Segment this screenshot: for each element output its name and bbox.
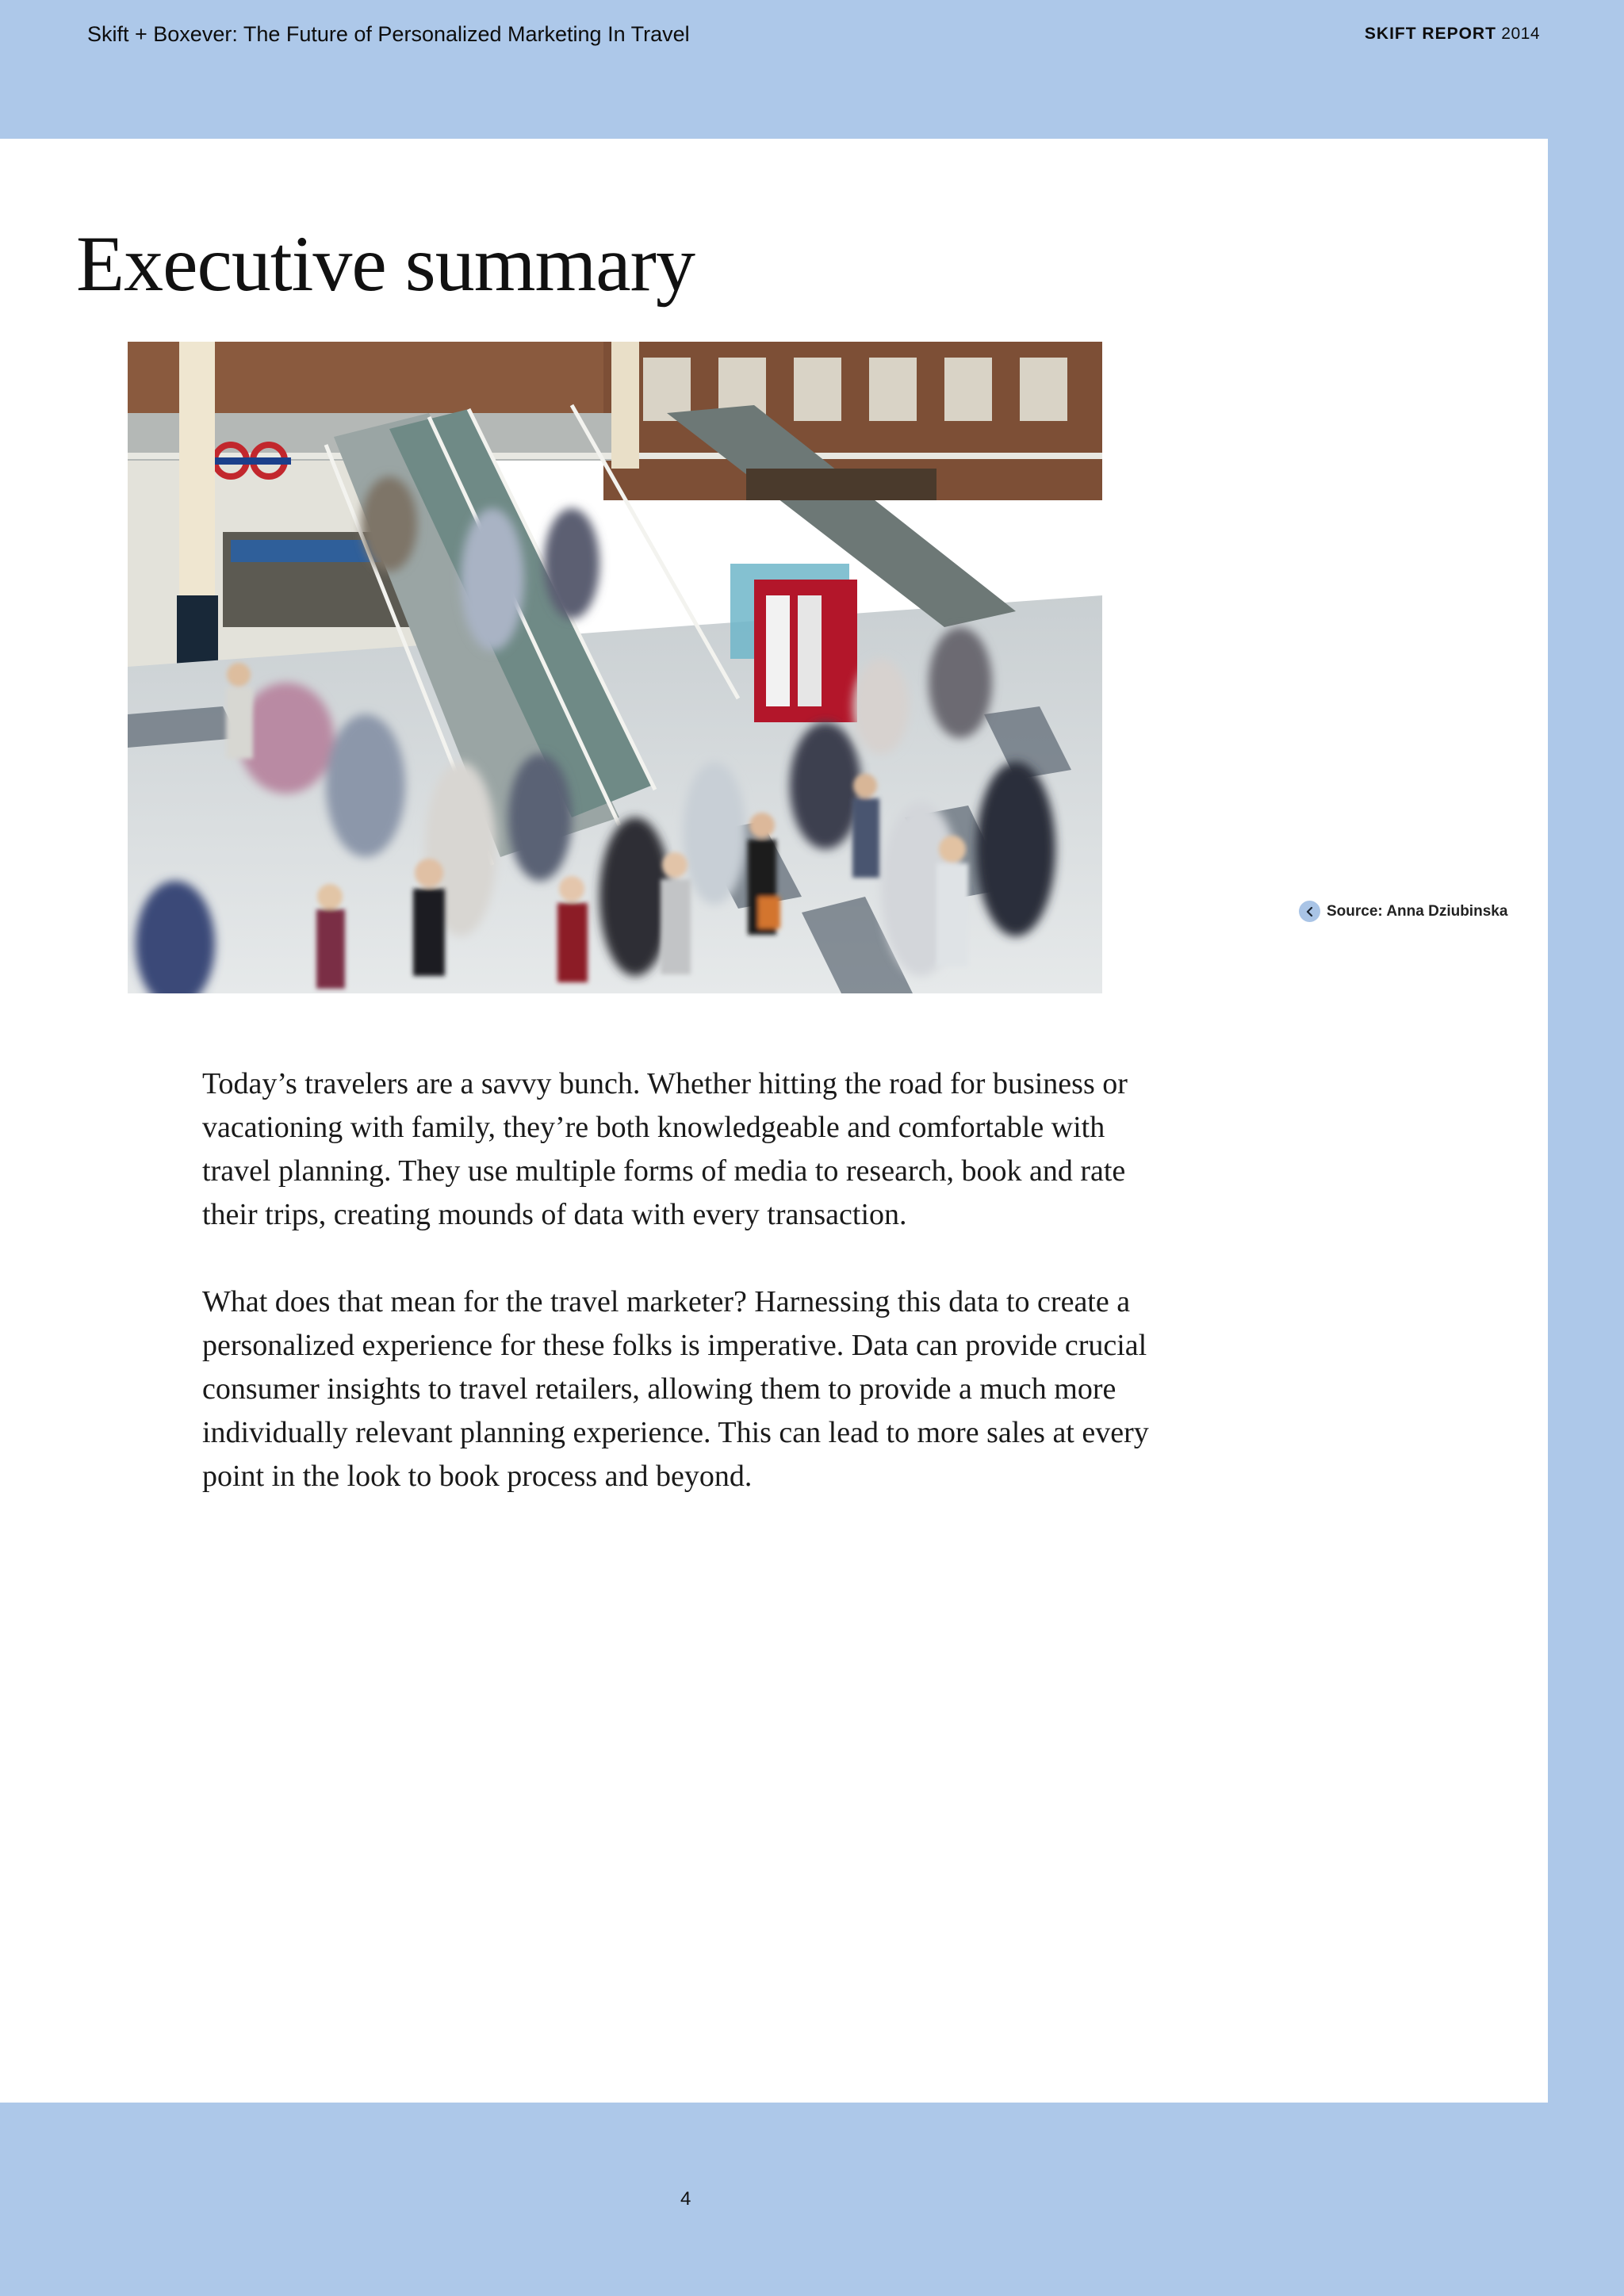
document-title: Skift + Boxever: The Future of Personalized Marketing In Travel [87,22,690,46]
paragraph: Today’s travelers are a savvy bunch. Whether hitting the road for business or vacationing with family, they’re both knowledgeable and comfortable with travel planning. They use multiple forms of media to research, book and rate their trips, creating mounds of data with every transaction. [202,1067,1128,1231]
report-label [1365,25,1540,44]
photo-credit[interactable] [1299,901,1507,922]
report-year: 2014 [1501,25,1540,43]
page-sheet [0,139,1548,2103]
page-title: Executive summary [76,220,695,308]
chevron-left-icon [1299,901,1320,922]
report-brand: SKIFT REPORT [1364,25,1496,43]
paragraph: What does that mean for the travel marketer? Harnessing this data to create a personalized experience for these folks is imperative. Data can provide crucial consumer insights to travel retailers, allowing them to provide a much more individually relevant planning experience. This can lead to more sales at every point in the look to book process and beyond. [202,1285,1149,1493]
body-text [202,1062,1170,1542]
page-number: 4 [680,2188,691,2210]
photo-credit-text: Source: Anna Dziubinska [1327,902,1508,920]
station-crowd-photo [128,342,1102,993]
